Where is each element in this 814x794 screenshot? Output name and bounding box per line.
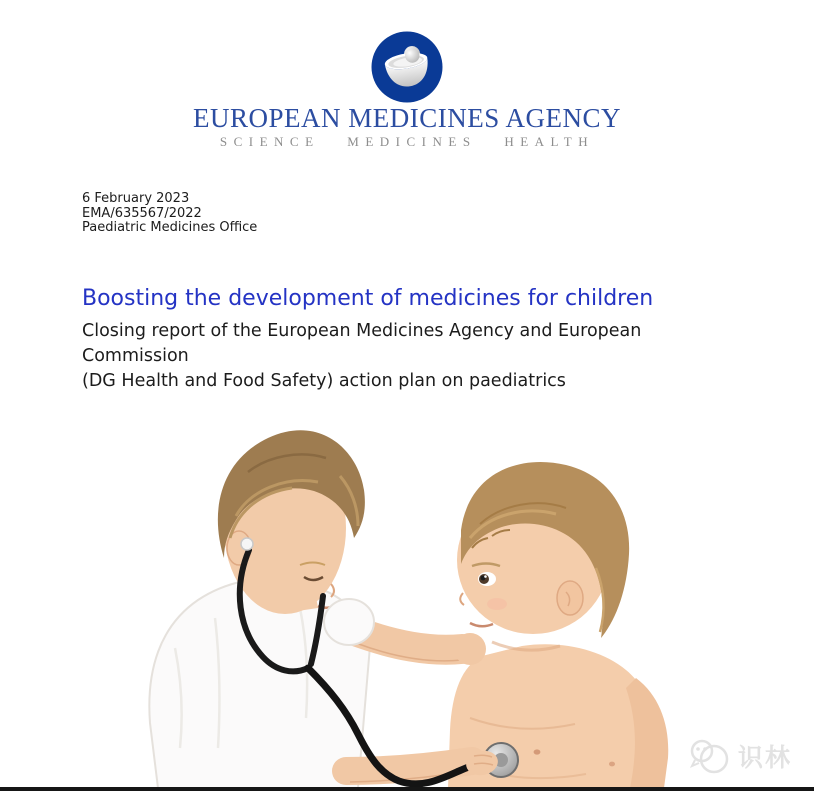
document-reference: EMA/635567/2022: [82, 205, 202, 221]
watermark-text: 识林: [737, 743, 792, 772]
subtitle-line-1: Closing report of the European Medicines Agency and European Commission: [82, 321, 642, 366]
ema-header: [0, 0, 814, 150]
ema-wordmark: EUROPEAN MEDICINES AGENCY: [192, 103, 621, 133]
page-title: Boosting the development of medicines for children: [82, 286, 654, 311]
shilin-watermark: [689, 738, 792, 774]
footer-bar: [0, 787, 814, 791]
children-stethoscope-photo: [0, 418, 814, 788]
document-office: Paediatric Medicines Office: [82, 220, 258, 235]
title-block: [82, 286, 742, 394]
page-subtitle: [82, 319, 742, 394]
boy-figure: [149, 430, 486, 788]
ema-mortar-logo-icon: [371, 31, 443, 103]
ema-tagline: SCIENCE MEDICINES HEALTH: [219, 134, 595, 149]
document-meta: [82, 192, 257, 236]
toddler-figure: [448, 462, 668, 788]
subtitle-line-2: (DG Health and Food Safety) action plan on paediatrics: [82, 371, 566, 391]
document-date: 6 February 2023: [82, 191, 190, 206]
shilin-logo-icon: [689, 738, 731, 774]
